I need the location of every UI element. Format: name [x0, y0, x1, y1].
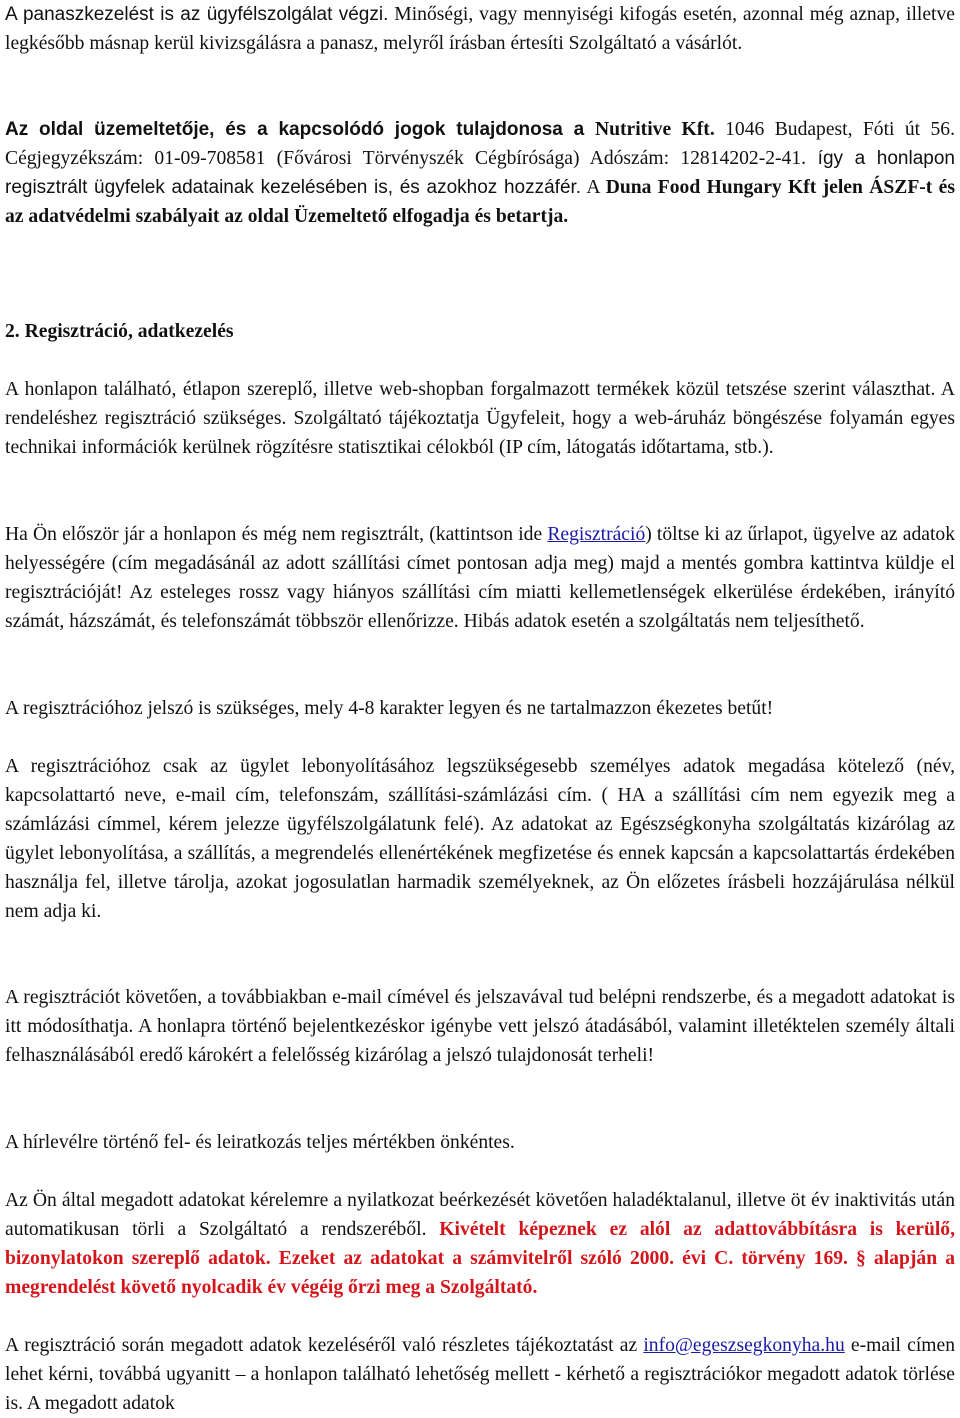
operator-plain-a: A [581, 177, 606, 198]
contact-text-a: A regisztráció során megadott adatok kezeléséről való részletes tájékoztatást az [5, 1335, 644, 1356]
operator-sans-text: így a honlapon regisztrált ügyfelek adatainak kezelésében is, és azokhoz hozzáfér. [5, 148, 955, 198]
complaint-paragraph [5, 0, 955, 58]
login-text-b: A honlapra történő bejelentkezéskor igénybe vett jelszó átadásából, valamint illetéktelen személy általi felhasználásából eredő károkért a felelősség kizárólag a jelszó tulajdonosát terheli! [5, 1016, 955, 1066]
contact-paragraph [5, 1331, 955, 1418]
first-visit-before-link: Ha Ön először jár a honlapon és még nem regisztrált, (kattintson ide [5, 524, 548, 545]
registration-intro-b: Szolgáltató tájékoztatja Ügyfeleit, hogy a web-áruház böngészése folyamán egyes technikai információk kerülnek rögzítésre statisztikai célokból (IP cím, látogatás időtartama, stb.). [5, 408, 955, 458]
complaint-sans-text: A panaszkezelést is az ügyfélszolgálat végzi. [5, 4, 389, 25]
password-paragraph: A regisztrációhoz jelszó is szükséges, mely 4-8 karakter legyen és ne tartalmazzon ékezetes betűt! [5, 698, 774, 719]
newsletter-paragraph: A hírlevélre történő fel- és leiratkozás teljes mértékben önkéntes. [5, 1132, 515, 1153]
registration-intro-a: A honlapon található, étlapon szereplő, illetve web-shopban forgalmazott termékek közül tetszése szerint választhat. A rendeléshez regisztráció szükséges. [5, 379, 955, 429]
first-visit-after-link: ) töltse ki az űrlapot, ügyelve az adatok helyességére (cím megadásánál az adott szállítási címet pontosan adja meg) majd a mentés gombra kattintva küldje el regisztrációját! Az esteleges rossz vagy hiányos szállítási cím miatti kellemetlenségek elkerülése érdekében, irányító számát, házszámát, és telefonszámát többször ellenőrizze. Hibás adatok esetén a szolgáltatás nem teljesíthető. [5, 524, 955, 632]
complaint-serif-text: Minőségi, vagy mennyiségi kifogás esetén, azonnal még aznap, illetve legkésőbb másnap kerül kivizsgálásra a panasz, melyről írásban értesíti Szolgáltató a vásárlót. [5, 4, 955, 54]
company-name: Nutritive Kft. [594, 119, 715, 140]
data-deletion-text: Az Ön által megadott adatokat kérelemre a nyilatkozat beérkezését követően haladéktalanul, illetve öt év inaktivitás után automatikusan törli a Szolgáltató a rendszeréből. [5, 1190, 955, 1240]
first-visit-paragraph [5, 520, 955, 636]
registration-link[interactable]: Regisztráció [547, 524, 646, 545]
operator-paragraph [5, 115, 955, 231]
company-address: 1046 Budapest, Fóti út 56. Cégjegyzékszám: 01-09-708581 (Fővárosi Törvényszék Cégbírósága) Adószám: 12814202-2-41. [5, 119, 955, 169]
contact-text-b: e-mail címen lehet kérni, továbbá ugyanitt – a honlapon található lehetőség mellett - kérhető a regisztrációkor megadott adatok törlése is. A megadott adatok [5, 1335, 956, 1414]
retention-warning: Kivételt képeznek ez alól az adattovábbításra is kerülő, bizonylatokon szereplő adatok. Ezeket az adatokat a számvitelről szóló 2000. évi C. törvény 169. § alapján a megrendelést követő nyolcadik év végéig őrzi meg a Szolgáltató. [5, 1219, 956, 1298]
email-link[interactable]: info@egeszsegkonyha.hu [643, 1335, 845, 1356]
login-paragraph [5, 983, 955, 1070]
data-deletion-paragraph [5, 1186, 955, 1302]
registration-intro-paragraph [5, 375, 955, 462]
required-data-paragraph: A regisztrációhoz csak az ügylet lebonyolításához legszükségesebb személyes adatok megadása kötelező (név, kapcsolattartó neve, e-mail cím, telefonszám, szállítási-számlázási cím. ( HA a szállítási cím nem egyezik meg a számlázási címmel, kérem jelezze ügyfélszolgálatunk felé). Az adatokat az Egészségkonyha szolgáltatás kizárólag az ügylet lebonyolítása, a szállítás, a megrendelés ellenértékének megfizetése és ennek kapcsán a kapcsolattartás érdekében használja fel, illetve tárolja, azokat jogosulatlan harmadik személyeknek, az Ön előzetes írásbeli hozzájárulása nélkül nem adja ki. [5, 756, 955, 922]
operator-bold-lead: Az oldal üzemeltetője, és a kapcsolódó jogok tulajdonosa a [5, 119, 595, 140]
login-text-a: A regisztrációt követően, a továbbiakban e-mail címével és jelszavával tud belépni rendszerbe, és a megadott adatokat is itt módosíthatja. [5, 987, 955, 1037]
operator-bold-end: Duna Food Hungary Kft jelen ÁSZF-t és az adatvédelmi szabályait az oldal Üzemeltető elfogadja és betartja. [5, 177, 955, 227]
section-2-heading: 2. Regisztráció, adatkezelés [5, 321, 234, 342]
